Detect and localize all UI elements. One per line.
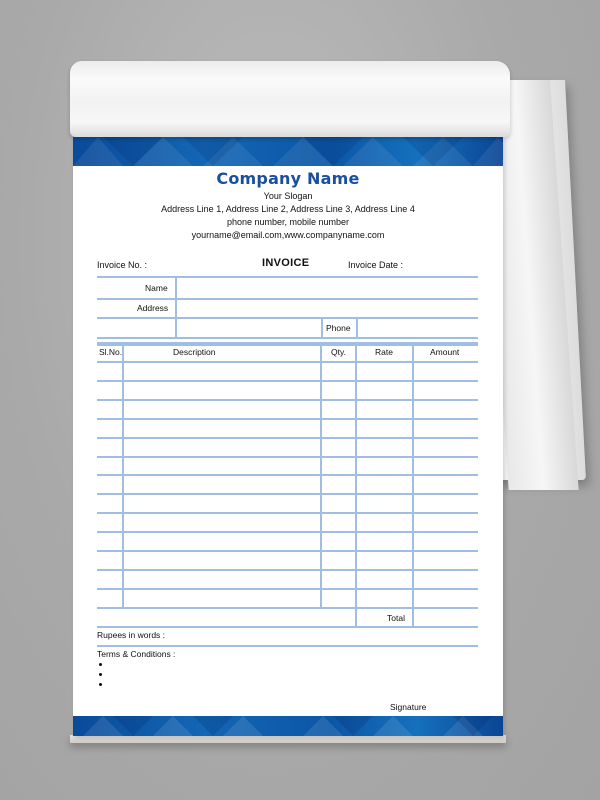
terms-label: Terms & Conditions :: [97, 649, 176, 659]
table-row[interactable]: [97, 590, 478, 606]
column-header-qty: Qty.: [331, 347, 346, 357]
address-field-line2[interactable]: [177, 319, 320, 336]
name-label: Name: [145, 283, 168, 293]
column-divider: [320, 344, 322, 607]
table-row[interactable]: [97, 533, 478, 549]
column-divider: [355, 344, 357, 626]
rupees-in-words-field[interactable]: [183, 628, 477, 644]
column-divider: [122, 344, 124, 607]
column-header-rate: Rate: [375, 347, 393, 357]
table-row[interactable]: [97, 401, 478, 417]
table-row[interactable]: [97, 458, 478, 474]
signature-label: Signature: [390, 702, 427, 712]
company-address: Address Line 1, Address Line 2, Address Line 3, Address Line 4: [161, 204, 415, 214]
column-divider: [412, 344, 414, 626]
rupees-in-words-label: Rupees in words :: [97, 630, 166, 640]
name-field[interactable]: [177, 278, 477, 297]
pad-stack-edge: [70, 735, 506, 743]
top-decorative-band: [73, 137, 503, 166]
table-top-rule: [97, 344, 478, 346]
total-amount-field[interactable]: [414, 608, 477, 625]
company-slogan: Your Slogan: [263, 191, 313, 201]
bullet-icon: [99, 683, 102, 686]
table-row[interactable]: [97, 382, 478, 398]
bullet-icon: [99, 663, 102, 666]
rule: [97, 645, 478, 647]
table-row[interactable]: [97, 495, 478, 511]
invoice-sheet: [73, 137, 503, 736]
table-row[interactable]: [97, 552, 478, 568]
invoice-title: INVOICE: [262, 257, 310, 269]
company-phone: phone number, mobile number: [226, 217, 350, 227]
table-row[interactable]: [97, 514, 478, 530]
rule: [97, 337, 478, 339]
column-header-amount: Amount: [430, 347, 460, 357]
phone-field[interactable]: [358, 319, 477, 336]
table-row[interactable]: [97, 439, 478, 455]
table-row[interactable]: [97, 476, 478, 492]
rule: [321, 317, 323, 337]
bottom-decorative-band: [73, 716, 503, 736]
address-label: Address: [137, 303, 169, 313]
table-row[interactable]: [97, 420, 478, 436]
company-contact: yourname@email.com,www.companyname.com: [191, 230, 385, 240]
company-header: [73, 165, 503, 242]
invoice-number-label: Invoice No. :: [97, 260, 148, 270]
total-label: Total: [387, 613, 405, 623]
column-header-slno: Sl.No.: [99, 347, 123, 357]
table-row[interactable]: [97, 571, 478, 587]
address-field[interactable]: [177, 300, 477, 316]
column-header-description: Description: [173, 347, 216, 357]
bullet-icon: [99, 673, 102, 676]
invoice-date-label: Invoice Date :: [348, 260, 404, 270]
phone-label: Phone: [326, 323, 351, 333]
table-row[interactable]: [97, 363, 478, 379]
company-name: Company Name: [216, 169, 360, 188]
rolled-top-pages: [70, 61, 510, 137]
